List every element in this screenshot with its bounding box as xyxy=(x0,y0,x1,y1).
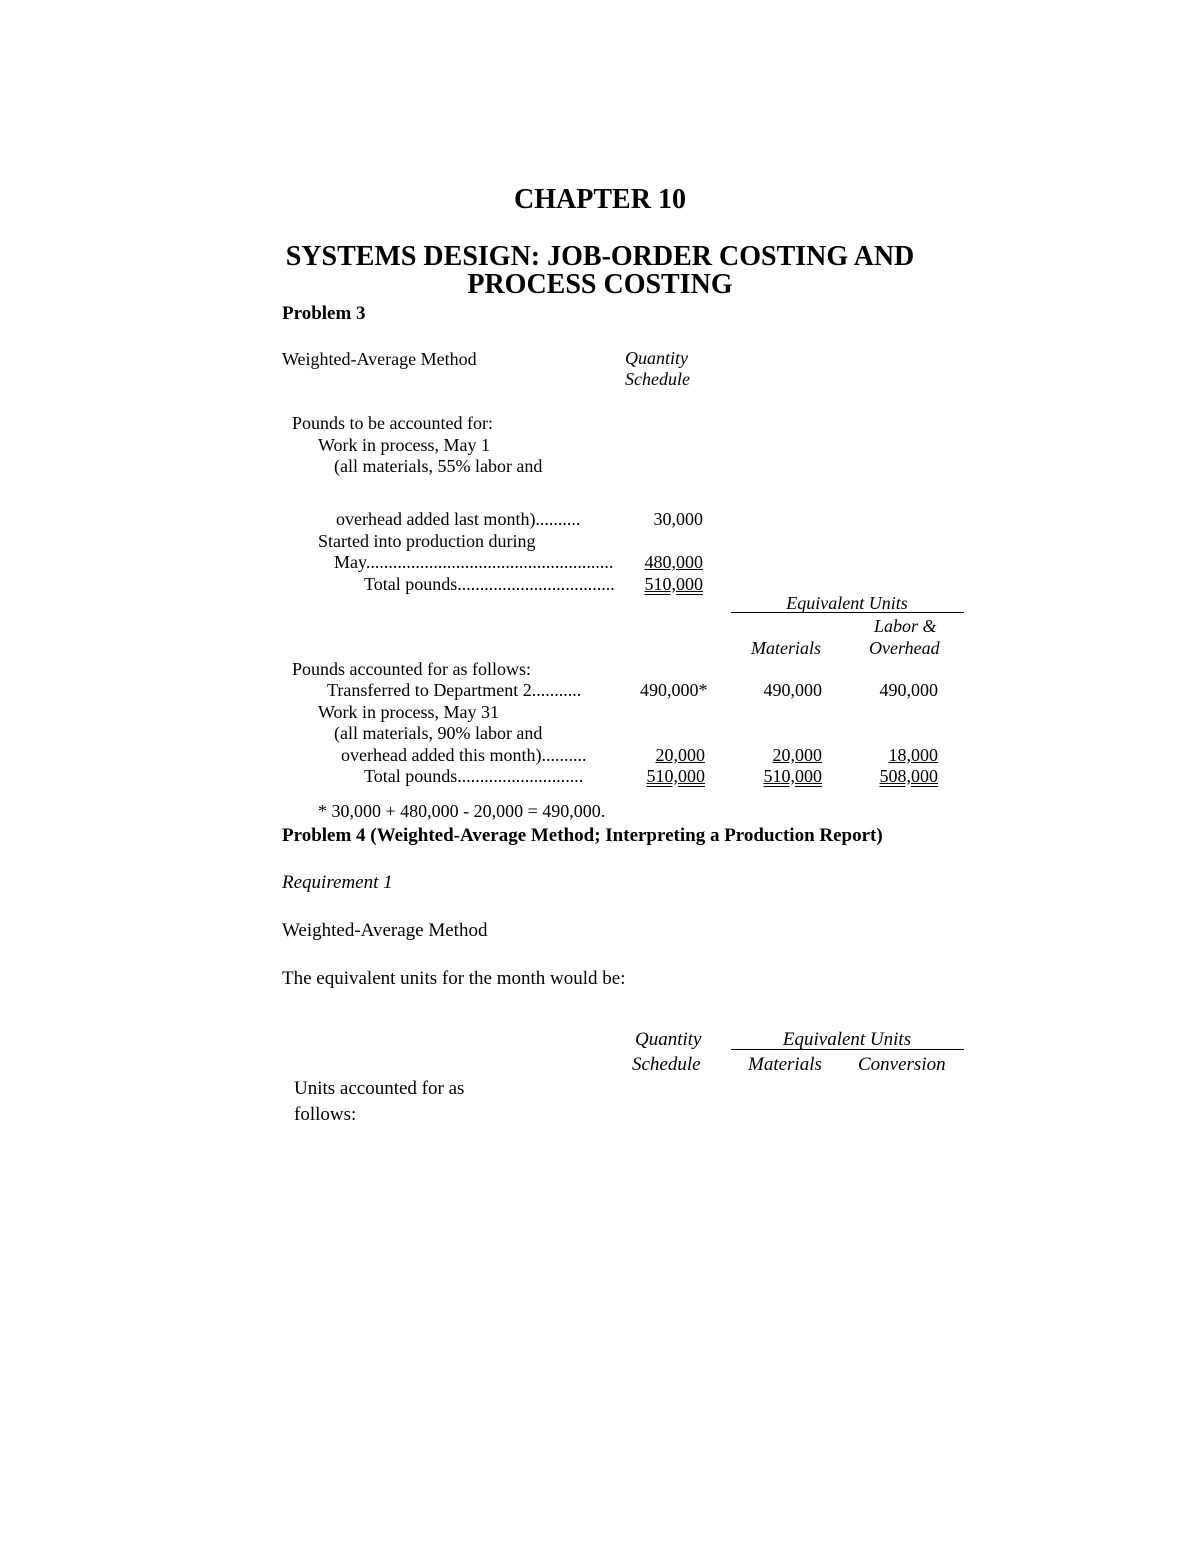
p3-transferred-label: Transferred to Department 2........... xyxy=(327,680,582,700)
p3-total1-qty: 510,000 xyxy=(644,574,703,594)
p3-wip-may31-qty: 20,000 xyxy=(655,745,705,765)
p3-qty-header-2: Schedule xyxy=(625,369,690,389)
p3-eu-header-rule xyxy=(731,612,964,613)
p3-wip-may1-desc: (all materials, 55% labor and xyxy=(334,456,543,476)
p4-qty-header-1: Quantity xyxy=(635,1029,702,1050)
p3-col-labor-2: Overhead xyxy=(869,638,940,658)
p3-wip-may31-desc: (all materials, 90% labor and xyxy=(334,723,543,743)
p3-total2-label: Total pounds............................ xyxy=(364,766,584,786)
p4-units-label-2: follows: xyxy=(294,1104,357,1125)
p3-footnote: * 30,000 + 480,000 - 20,000 = 490,000. xyxy=(318,801,606,821)
p4-col-materials: Materials xyxy=(748,1054,822,1075)
p4-col-conversion: Conversion xyxy=(858,1054,946,1075)
p3-started-label-2: May....................................................... xyxy=(334,552,614,572)
p3-total2-qty: 510,000 xyxy=(646,766,705,786)
document-title-line-1: SYSTEMS DESIGN: JOB-ORDER COSTING AND xyxy=(285,241,915,272)
p4-requirement-label: Requirement 1 xyxy=(282,872,393,893)
chapter-title: CHAPTER 10 xyxy=(514,184,686,215)
problem-3-heading: Problem 3 xyxy=(282,303,366,324)
p3-transferred-mat: 490,000 xyxy=(763,680,822,700)
document-title-line-2: PROCESS COSTING xyxy=(467,269,733,300)
p3-total1-label: Total pounds................................... xyxy=(364,574,615,594)
p3-wip-may1-label: Work in process, May 1 xyxy=(318,435,491,455)
p4-intro-text: The equivalent units for the month would be: xyxy=(282,968,626,989)
p4-eu-header-rule xyxy=(731,1049,964,1050)
problem-4-heading: Problem 4 (Weighted-Average Method; Interpreting a Production Report) xyxy=(282,825,883,846)
p3-wip-may1-qty: 30,000 xyxy=(653,509,703,529)
p3-started-qty: 480,000 xyxy=(644,552,703,572)
p3-total2-mat: 510,000 xyxy=(763,766,822,786)
p3-total2-lab: 508,000 xyxy=(879,766,938,786)
p3-wip-may31-desc2: overhead added this month).......... xyxy=(341,745,587,765)
p3-wip-may31-mat: 20,000 xyxy=(772,745,822,765)
p3-to-account-label: Pounds to be accounted for: xyxy=(292,413,493,433)
p4-units-label-1: Units accounted for as xyxy=(294,1078,465,1099)
p3-qty-header-1: Quantity xyxy=(625,348,688,368)
p3-col-labor-1: Labor & xyxy=(874,616,937,636)
p3-transferred-qty: 490,000* xyxy=(640,680,708,700)
p3-wip-may31-label: Work in process, May 31 xyxy=(318,702,500,722)
p3-transferred-lab: 490,000 xyxy=(879,680,938,700)
p3-wip-may31-lab: 18,000 xyxy=(888,745,938,765)
p4-method-label: Weighted-Average Method xyxy=(282,920,488,941)
p3-accounted-label: Pounds accounted for as follows: xyxy=(292,659,531,679)
p4-eu-header: Equivalent Units xyxy=(782,1029,912,1050)
p3-method-label: Weighted-Average Method xyxy=(282,349,477,369)
p3-started-label-1: Started into production during xyxy=(318,531,536,551)
p3-eu-header: Equivalent Units xyxy=(786,593,908,613)
p3-col-materials: Materials xyxy=(751,638,821,658)
p3-wip-may1-desc2: overhead added last month).......... xyxy=(336,509,581,529)
p4-qty-header-2: Schedule xyxy=(632,1054,701,1075)
